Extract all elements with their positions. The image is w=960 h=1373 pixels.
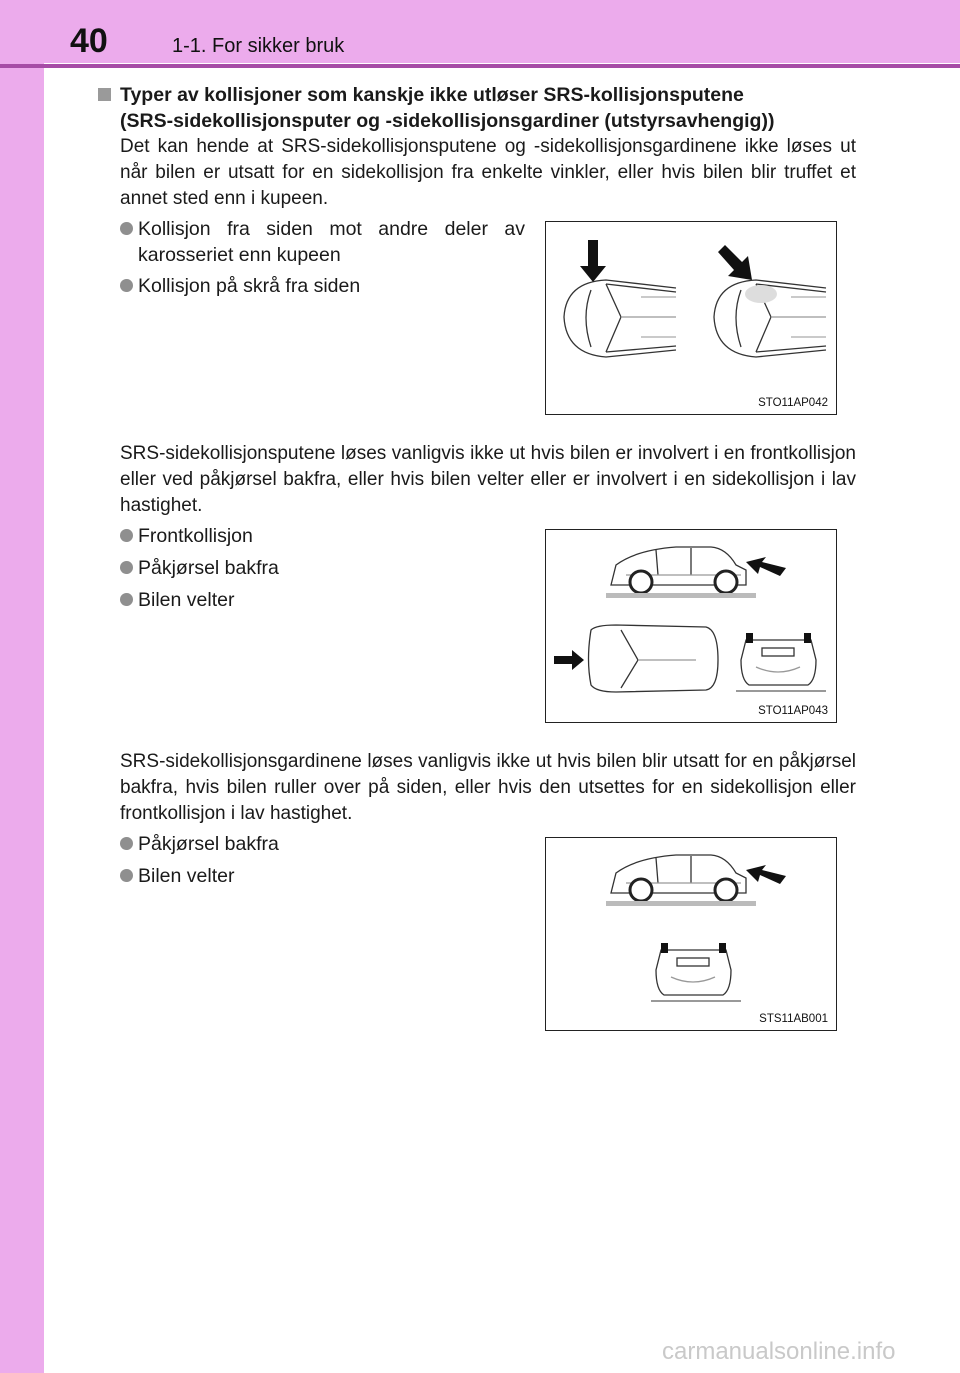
page-number: 40	[70, 22, 108, 60]
arrow-left-icon	[746, 557, 786, 576]
side-color-band	[0, 0, 44, 1373]
list-item	[120, 555, 279, 581]
arrow-left-icon	[746, 865, 786, 884]
watermark: carmanualsonline.info	[662, 1338, 896, 1365]
list-item	[120, 273, 360, 299]
bullet-text: Påkjørsel bakfra	[138, 833, 279, 855]
figure-code: STO11AP043	[758, 705, 828, 717]
figure-code: STO11AP042	[758, 397, 828, 409]
figure-side-collision	[545, 221, 837, 415]
figure-front-rear-rollover	[545, 529, 837, 723]
paragraph-sidekollisjonsgardiner: SRS-sidekollisjonsgardinene løses vanligvis ikke ut hvis bilen blir utsatt for en påkjørsel bakfra, hvis bilen ruller over på siden, eller hvis den utsettes for en sidekollisjon eller frontkollisjon i lav hastighet.	[120, 751, 856, 824]
section-heading	[98, 82, 858, 134]
heading-line-1: Typer av kollisjoner som kanskje ikke utløser SRS-kollisjonsputene	[120, 84, 744, 106]
front-rear-rollover-illustration	[546, 530, 836, 722]
bullet-dot-icon	[120, 279, 133, 292]
list-item	[120, 831, 279, 857]
square-bullet-icon	[98, 88, 111, 101]
bullet-dot-icon	[120, 869, 133, 882]
rear-rollover-illustration	[546, 838, 836, 1030]
figure-code: STS11AB001	[759, 1013, 828, 1025]
bullet-dot-icon	[120, 529, 133, 542]
bullet-text: Frontkollisjon	[138, 525, 253, 547]
bullet-text: Bilen velter	[138, 865, 235, 887]
intro-paragraph: Det kan hende at SRS-sidekollisjonsputene og -sidekollisjonsgardinene ikke løses ut når bilen er utsatt for en sidekollisjon fra enkelte vinkler, eller hvis bilen blir truffet et annet sted enn i kupeen.	[120, 136, 856, 209]
bullet-dot-icon	[120, 222, 133, 235]
arrow-right-icon	[554, 650, 584, 670]
arrow-diagonal-icon	[718, 245, 752, 280]
header-rule	[0, 64, 960, 68]
figure-rear-rollover	[545, 837, 837, 1031]
bullet-text: Kollisjon fra siden mot andre deler av karosseriet enn kupeen	[138, 218, 525, 266]
heading-line-2: (SRS-sidekollisjonsputer og -sidekollisjonsgardiner (utstyrsavhengig))	[120, 110, 775, 132]
chapter-title: 1-1. For sikker bruk	[172, 35, 345, 57]
list-item	[120, 523, 253, 549]
side-collision-illustration	[546, 222, 836, 414]
bullet-dot-icon	[120, 837, 133, 850]
list-item	[120, 863, 234, 889]
list-item	[120, 216, 525, 268]
bullet-text: Bilen velter	[138, 589, 235, 611]
list-item	[120, 587, 234, 613]
paragraph-sidekollisjonsputer: SRS-sidekollisjonsputene løses vanligvis ikke ut hvis bilen er involvert i en frontkollisjon eller ved påkjørsel bakfra, eller hvis bilen velter eller er involvert i en sidekollisjon i lav hastighet.	[120, 443, 856, 516]
bullet-text: Påkjørsel bakfra	[138, 557, 279, 579]
bullet-dot-icon	[120, 561, 133, 574]
bullet-text: Kollisjon på skrå fra siden	[138, 275, 361, 297]
arrow-down-icon	[580, 240, 606, 282]
bullet-dot-icon	[120, 593, 133, 606]
